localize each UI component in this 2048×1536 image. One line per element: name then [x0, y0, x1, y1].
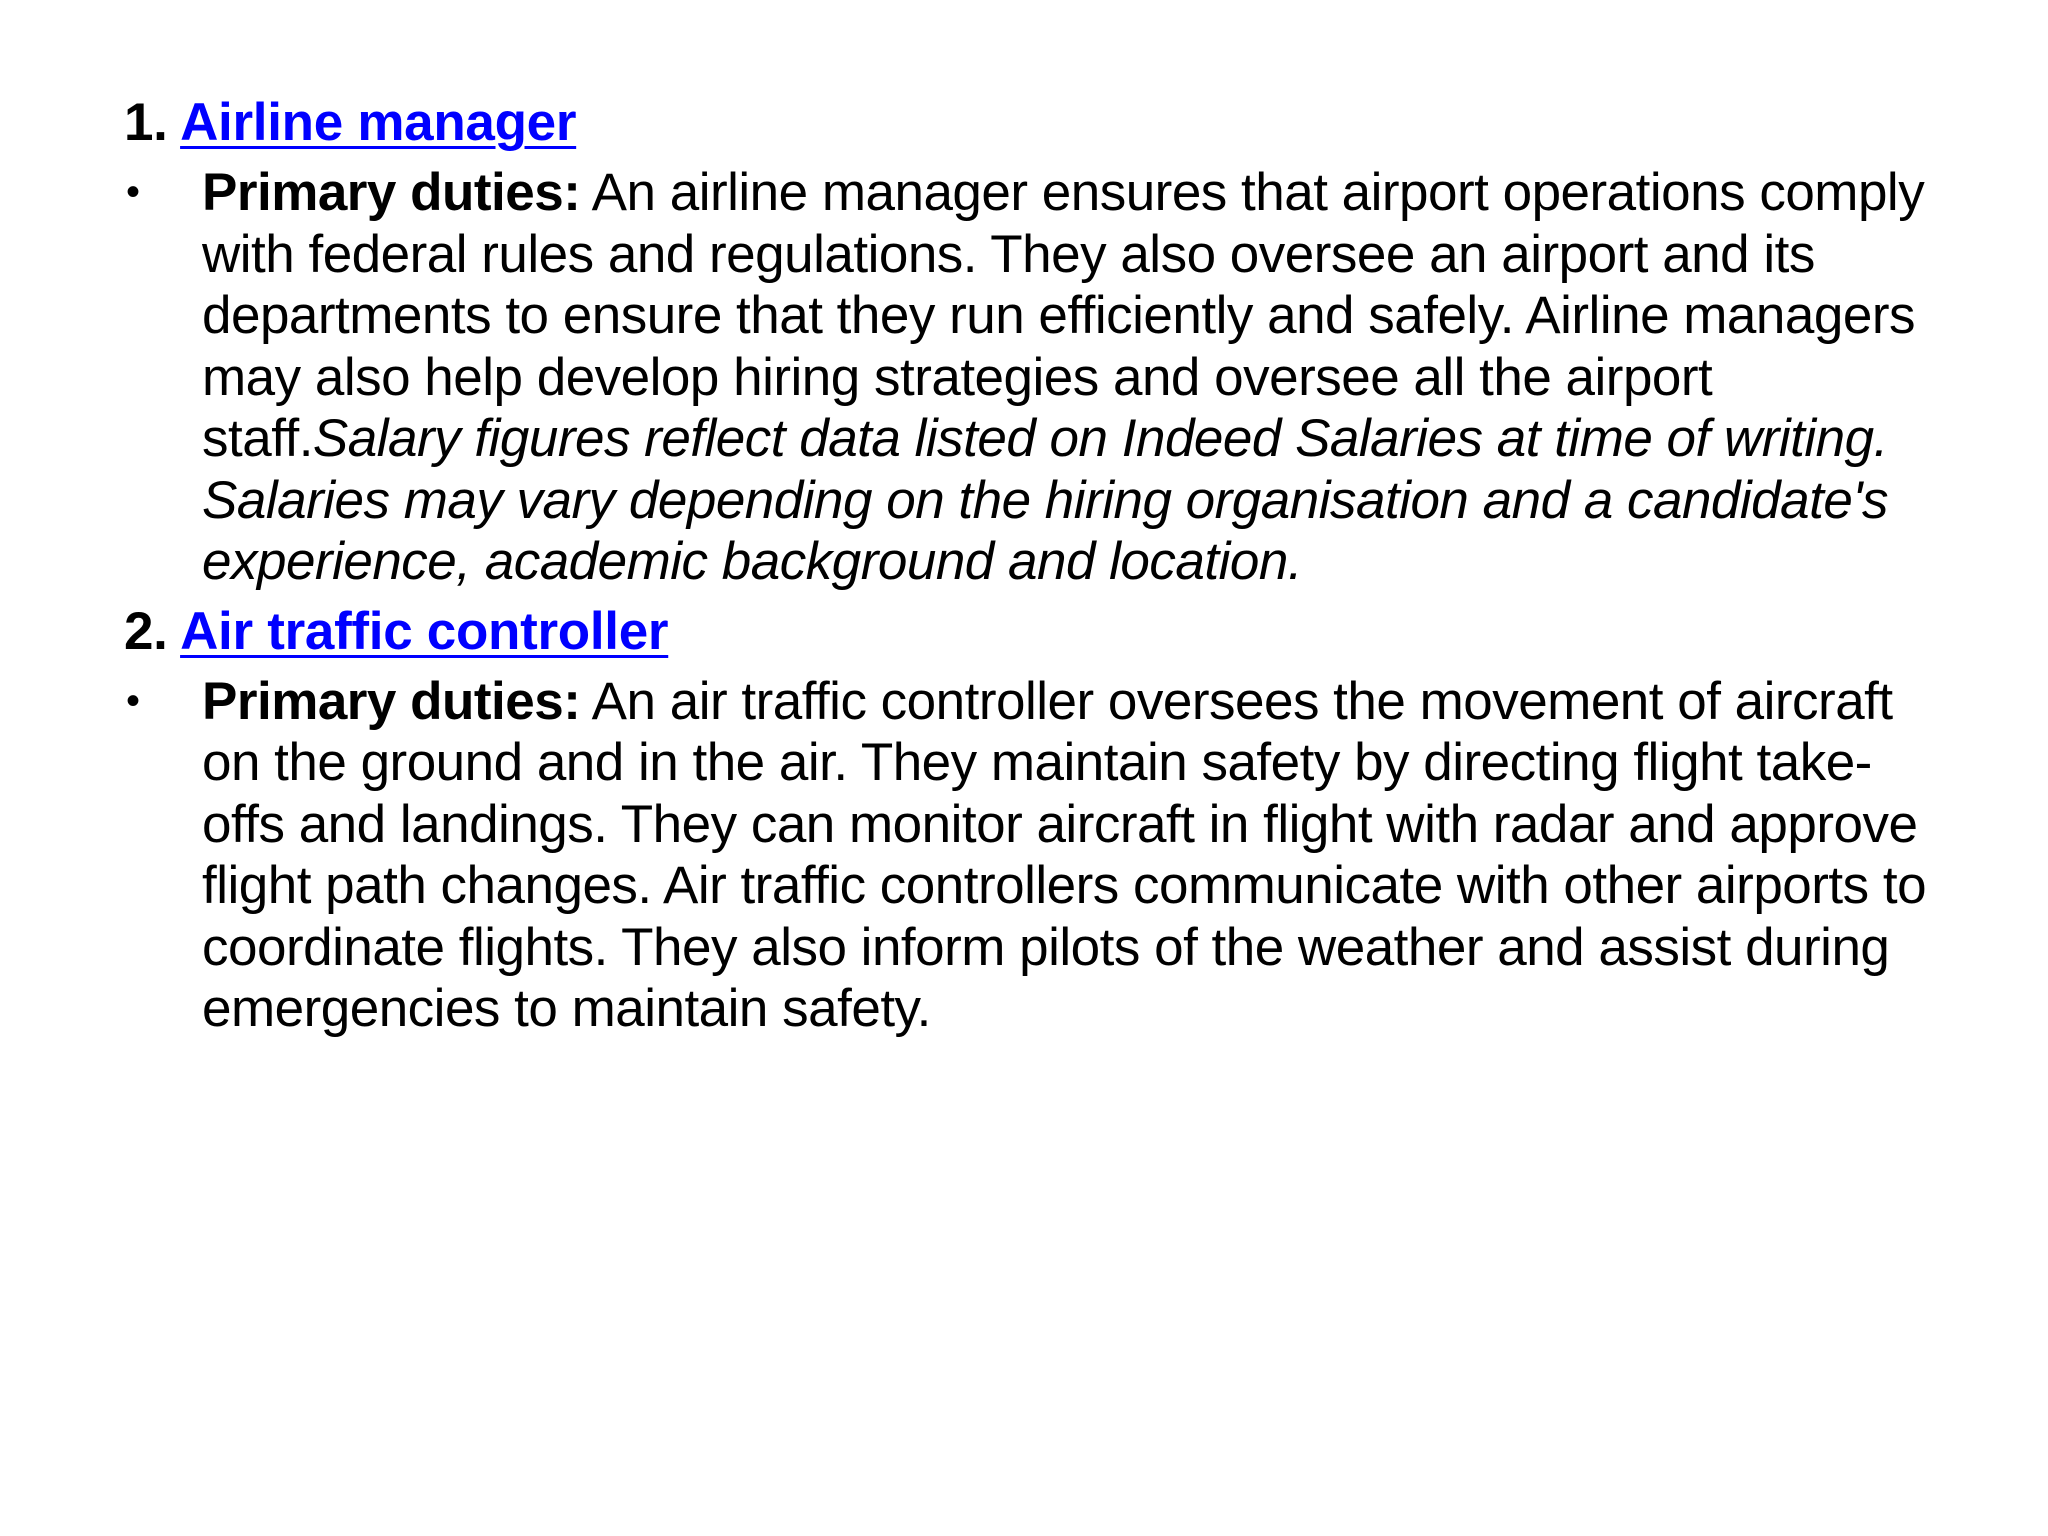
duties-text: An air traffic controller oversees the movement of aircraft on the ground and in the air. They maintain safety by directing flight take-offs and landings. They can monitor aircraft in flight with radar and approve flight path changes. Air traffic controllers communicate with other airports to coordinate flights. They also inform pilots of the weather and assist during emergencies to maintain safety.: [202, 671, 1927, 1038]
salary-note: Salary figures reflect data listed on Indeed Salaries at time of writing. Salaries may vary depending on the hiring organisation and a candidate's experience, academic background and location.: [202, 409, 1888, 591]
slide-content: [124, 88, 1944, 1040]
section-heading-1: [124, 88, 1944, 158]
duties-label: Primary duties:: [202, 163, 581, 222]
list-item: [124, 671, 1944, 1040]
bullet-icon: •: [126, 678, 140, 723]
section-heading-2: [124, 597, 1944, 667]
air-traffic-controller-link[interactable]: Air traffic controller: [180, 601, 669, 661]
duties-label: Primary duties:: [202, 671, 581, 731]
duties-text: An airline manager ensures that airport operations comply with federal rules and regulations. They also oversee an airport and its departments to ensure that they run efficiently and safely. Airline managers may also help develop hiring strategies and oversee all the airport staff.: [202, 163, 1925, 468]
airline-manager-link[interactable]: Airline manager: [180, 93, 577, 152]
list-item: [124, 162, 1944, 593]
bullet-icon: •: [126, 170, 140, 214]
section-number: 1.: [124, 93, 168, 152]
section-number: 2.: [124, 601, 168, 661]
